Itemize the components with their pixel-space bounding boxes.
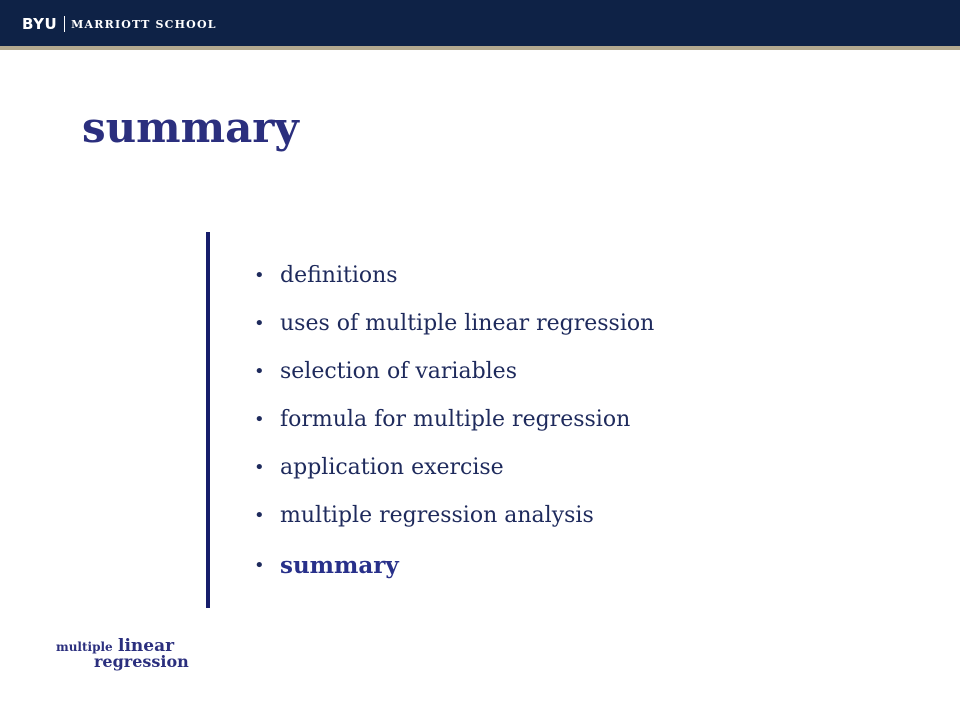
agenda-item-text: selection of variables bbox=[280, 359, 517, 384]
vertical-divider bbox=[206, 232, 210, 608]
bullet-icon: • bbox=[254, 409, 265, 430]
header-bar bbox=[0, 0, 960, 46]
bullet-icon: • bbox=[254, 505, 265, 526]
agenda-item-text: definitions bbox=[280, 263, 398, 288]
logo-school-text: MARRIOTT SCHOOL bbox=[71, 17, 217, 31]
agenda-item-text: application exercise bbox=[280, 455, 504, 480]
footer-word-regression: regression bbox=[94, 652, 189, 671]
footer-word-linear: linear bbox=[118, 636, 175, 656]
agenda-item-text: uses of multiple linear regression bbox=[280, 311, 655, 336]
bullet-icon: • bbox=[254, 265, 265, 286]
slide-title: summary bbox=[82, 103, 299, 152]
bullet-icon: • bbox=[254, 457, 265, 478]
logo-divider bbox=[64, 16, 65, 32]
agenda-item-text: summary bbox=[280, 552, 399, 579]
header-rule bbox=[0, 46, 960, 50]
bullet-icon: • bbox=[254, 555, 265, 576]
agenda-item-text: formula for multiple regression bbox=[280, 407, 631, 432]
footer-topic-mark bbox=[56, 636, 216, 676]
logo-byu-text: BYU bbox=[22, 15, 58, 33]
footer-word-multiple: multiple bbox=[56, 640, 113, 654]
byu-marriott-logo bbox=[22, 13, 217, 35]
agenda-item-text: multiple regression analysis bbox=[280, 503, 594, 528]
bullet-icon: • bbox=[254, 313, 265, 334]
bullet-icon: • bbox=[254, 361, 265, 382]
